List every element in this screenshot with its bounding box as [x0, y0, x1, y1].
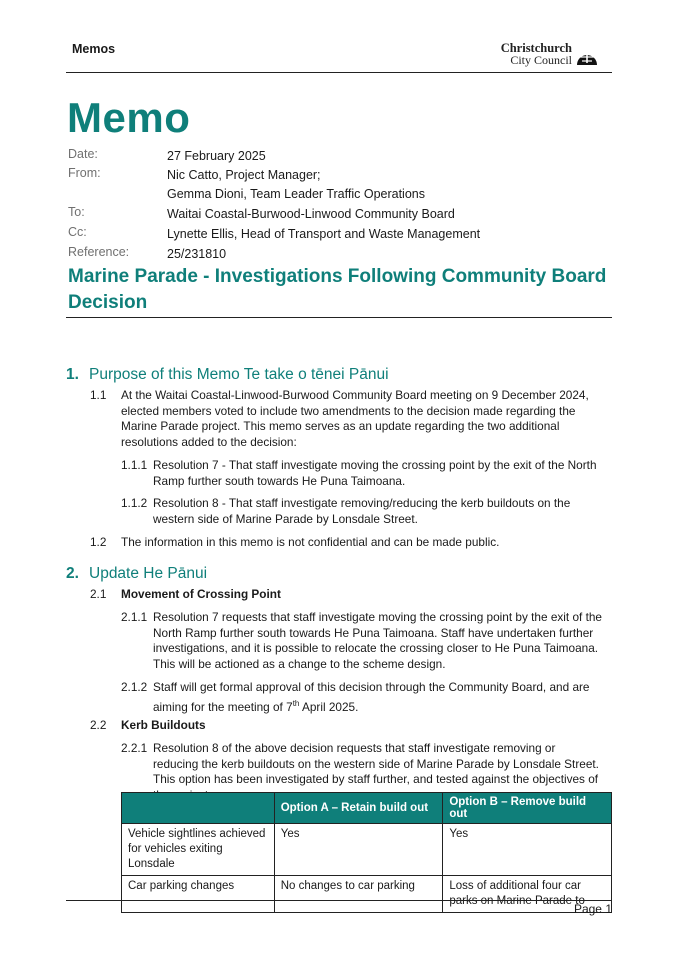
para-2-1-2-number: 2.1.2: [121, 680, 148, 694]
table-cell: Car parking changes: [122, 876, 275, 913]
table-row: [122, 876, 612, 913]
subject-line-1: Marine Parade - Investigations Following Community Board: [68, 266, 607, 287]
section-2-heading: [66, 565, 207, 583]
subject-line-2: Decision: [68, 292, 148, 313]
para-1-1-1-number: 1.1.1: [121, 458, 148, 472]
table-header-row: [122, 793, 612, 824]
para-2-1-number: 2.1: [90, 587, 107, 601]
meta-date: [68, 147, 266, 166]
meta-cc: [68, 225, 480, 244]
logo-line-2: City Council: [510, 53, 572, 67]
table-header-option-a: Option A – Retain build out: [274, 793, 443, 824]
header-rule: [66, 72, 612, 73]
section-1-heading: [66, 366, 389, 384]
table-row: [122, 824, 612, 876]
memo-title: Memo: [67, 94, 191, 141]
council-logo: [498, 42, 602, 68]
meta-from: [68, 166, 425, 204]
table-cell: Loss of additional four car parks on Marine Parade to: [443, 876, 612, 913]
section-1-number: 1.: [66, 366, 79, 383]
meta-ref-value: 25/231810: [167, 247, 227, 261]
para-1-2-number: 1.2: [90, 535, 107, 549]
para-2-2-heading: Kerb Buildouts: [121, 718, 206, 732]
subject-rule: [66, 317, 612, 318]
para-2-2-1-number: 2.2.1: [121, 741, 148, 755]
meta-date-label: Date:: [68, 147, 98, 161]
section-1-title: Purpose of this Memo Te take o tēnei Pānui: [89, 366, 389, 383]
table-cell: Vehicle sightlines achieved for vehicles exiting Lonsdale: [122, 824, 275, 876]
table-header-option-b: Option B – Remove build out: [443, 793, 612, 824]
meta-cc-label: Cc:: [68, 225, 87, 239]
cathedral-emblem-icon: [574, 43, 600, 67]
meta-to-value: Waitai Coastal-Burwood-Linwood Community Board: [167, 207, 455, 221]
para-1-2-text: The information in this memo is not confidential and can be made public.: [121, 535, 500, 549]
meta-from-line-1: Nic Catto, Project Manager;: [167, 168, 321, 182]
para-1-1-2-number: 1.1.2: [121, 496, 148, 510]
meta-date-value: 27 February 2025: [167, 149, 266, 163]
logo-line-1: Christchurch: [500, 41, 572, 55]
para-2-1-2-superscript: th: [292, 698, 300, 708]
page-number: Page 1: [573, 902, 612, 916]
para-2-2-number: 2.2: [90, 718, 107, 732]
meta-from-label: From:: [68, 166, 101, 180]
para-2-1-1-number: 2.1.1: [121, 610, 148, 624]
table-cell: No changes to car parking: [274, 876, 443, 913]
para-1-1-text: At the Waitai Coastal-Linwood-Burwood Community Board meeting on 9 December 2024, elected members voted to include two amendments to the decision made regarding the Marine Parade project. This memo serves as an update regarding the two additional resolutions added to the decision:: [121, 388, 589, 449]
options-table: [121, 792, 612, 913]
footer-rule: [66, 900, 612, 901]
para-2-1-2-text-a: Staff will get formal approval of this decision through the Community Board, and are aiming for the meeting of 7: [153, 680, 590, 714]
meta-ref-label: Reference:: [68, 245, 130, 259]
para-2-2-1-text: Resolution 8 of the above decision requests that staff investigate removing or reducing the kerb buildouts on the western side of Marine Parade by Lonsdale Street. This option has been investigated by staff further, and tested against the objectives of: [153, 741, 599, 786]
para-2-1-2-text-b: April 2025.: [299, 699, 359, 714]
meta-to-label: To:: [68, 205, 85, 219]
header-label: Memos: [72, 42, 116, 56]
table-cell: Yes: [274, 824, 443, 876]
para-1-1-1-text: Resolution 7 - That staff investigate moving the crossing point by the exit of the North Ramp further south towards He Puna Taimoana.: [153, 458, 597, 488]
para-2-1-2-text: [153, 680, 603, 715]
para-1-1-number: 1.1: [90, 388, 107, 402]
para-2-1-1-text: Resolution 7 requests that staff investigate moving the crossing point by the exit of the North Ramp further south towards He Puna Taimoana. Staff have undertaken further investigations, and it is possible to relocate the crossing closer to He Puna Taimoana. This will be actioned as a change to the scheme design.: [153, 610, 602, 671]
table-header-blank: [122, 793, 275, 824]
table-cell: Yes: [443, 824, 612, 876]
memo-subject: [68, 264, 618, 316]
section-2-number: 2.: [66, 565, 79, 582]
para-1-1-2-text: Resolution 8 - That staff investigate removing/reducing the kerb buildouts on the western side of Marine Parade by Lonsdale Street.: [153, 496, 571, 526]
para-2-1-heading: Movement of Crossing Point: [121, 587, 281, 601]
meta-reference: [68, 245, 226, 264]
meta-cc-value: Lynette Ellis, Head of Transport and Waste Management: [167, 227, 481, 241]
section-2-title: Update He Pānui: [89, 565, 208, 582]
meta-to: [68, 205, 455, 224]
meta-from-line-2: Gemma Dioni, Team Leader Traffic Operations: [167, 187, 425, 201]
